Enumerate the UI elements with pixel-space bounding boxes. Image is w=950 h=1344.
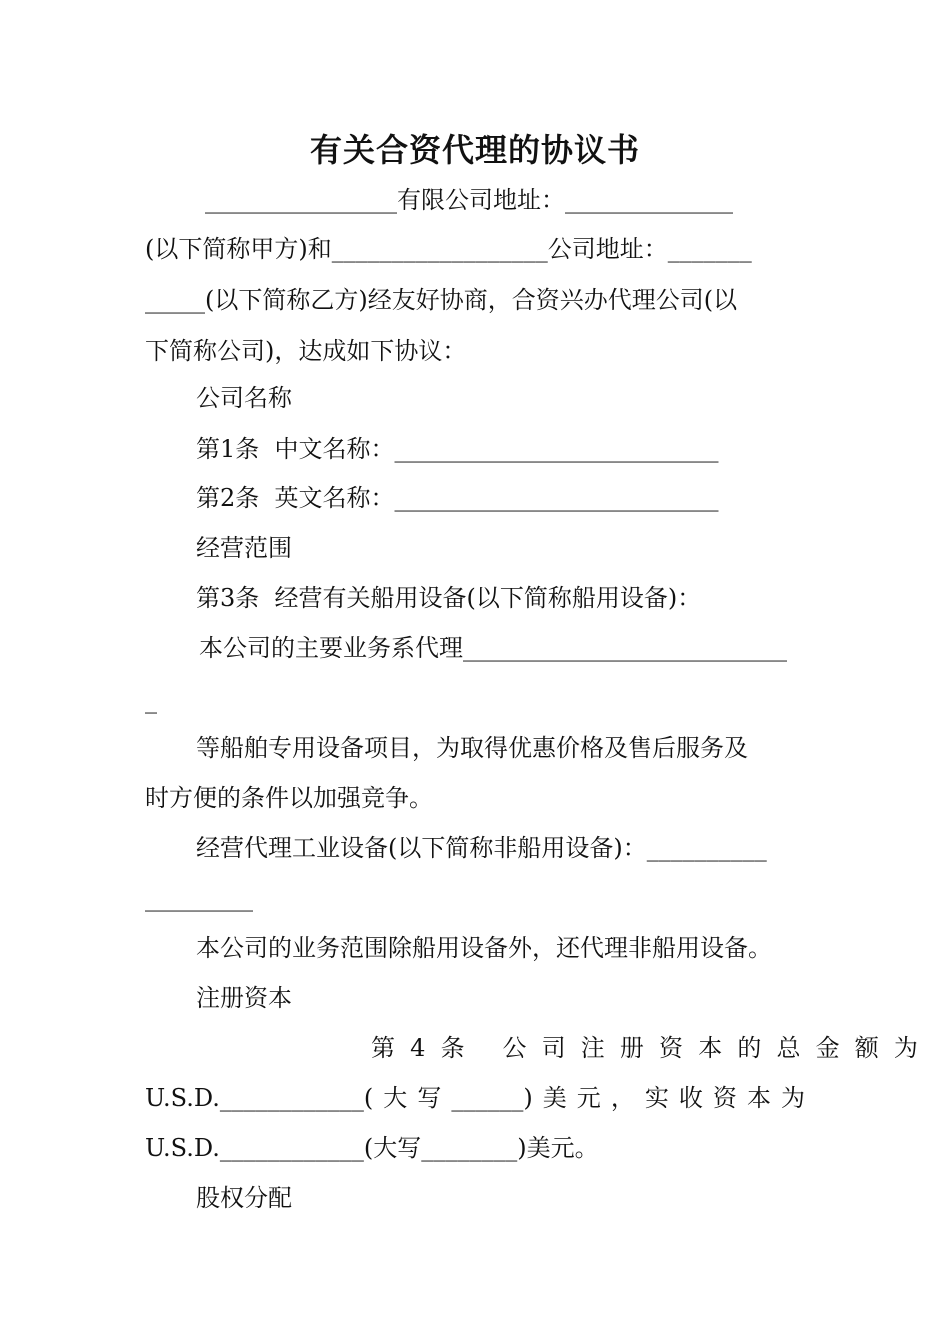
marine-equipment-line-2: 时方便的条件以加强竞争。 bbox=[145, 784, 433, 812]
article-4-word: 注 bbox=[580, 1034, 605, 1062]
article-4-word bbox=[480, 1032, 488, 1064]
article-4-word: 为 bbox=[893, 1034, 918, 1062]
section-heading-company-name: 公司名称 bbox=[196, 384, 292, 412]
article-3-line: 第3条 经营有关船用设备(以下简称船用设备)： bbox=[196, 584, 702, 612]
article-4-line-3: U.S.D.____________(大写________)美元。 bbox=[145, 1134, 599, 1162]
article-4-word: 总 bbox=[776, 1034, 801, 1062]
party-b-line: (以下简称甲方)和__________________公司地址：_______ bbox=[145, 235, 752, 263]
intro-line-3: _____(以下简称乙方)经友好协商，合资兴办代理公司(以 bbox=[145, 286, 738, 314]
article-4-word: 额 bbox=[854, 1034, 879, 1062]
article-4-word: 条 bbox=[440, 1034, 465, 1062]
article-4-word: 第 bbox=[371, 1034, 395, 1062]
article-4-word: 资 bbox=[659, 1034, 684, 1062]
section-heading-registered-capital: 注册资本 bbox=[196, 984, 292, 1012]
section-heading-equity-distribution: 股权分配 bbox=[196, 1184, 292, 1212]
main-business-line: 本公司的主要业务系代理___________________________ bbox=[199, 634, 787, 662]
industrial-equipment-continuation: _________ bbox=[145, 884, 253, 912]
article-1-line: 第1条 中文名称：___________________________ bbox=[196, 435, 719, 463]
business-scope-summary: 本公司的业务范围除船用设备外，还代理非船用设备。 bbox=[196, 934, 772, 962]
section-heading-business-scope: 经营范围 bbox=[196, 534, 292, 562]
party-a-line: ________________有限公司地址：______________ bbox=[205, 186, 733, 214]
article-4-word: 公 bbox=[502, 1034, 527, 1062]
article-4-word: 册 bbox=[619, 1034, 644, 1062]
industrial-equipment-line: 经营代理工业设备(以下简称非船用设备)：__________ bbox=[196, 834, 767, 862]
article-4-word: U.S.D.____________( bbox=[145, 1084, 374, 1112]
article-4-word: 资 bbox=[712, 1084, 737, 1112]
article-4-word: 的 bbox=[737, 1034, 762, 1062]
article-4-word: 为 bbox=[780, 1084, 805, 1112]
article-4-word: 写 bbox=[417, 1084, 442, 1112]
document-title: 有关合资代理的协议书 bbox=[309, 131, 640, 169]
article-4-word: ， bbox=[610, 1084, 635, 1112]
article-4-word: 元 bbox=[576, 1084, 601, 1112]
article-4-word: ______) bbox=[451, 1084, 533, 1112]
article-2-line: 第2条 英文名称：___________________________ bbox=[196, 484, 719, 512]
main-business-continuation: _ bbox=[145, 686, 157, 714]
article-4-word: 4 bbox=[410, 1034, 426, 1062]
article-4-word: 司 bbox=[541, 1034, 566, 1062]
article-4-word: 本 bbox=[746, 1084, 771, 1112]
article-4-word: 美 bbox=[542, 1084, 567, 1112]
article-4-word: 本 bbox=[698, 1034, 723, 1062]
article-4-word: 实 bbox=[644, 1084, 669, 1112]
marine-equipment-line-1: 等船舶专用设备项目，为取得优惠价格及售后服务及 bbox=[196, 734, 748, 762]
article-4-word: 大 bbox=[383, 1084, 408, 1112]
article-4-word: 金 bbox=[815, 1034, 840, 1062]
article-4-line-2 bbox=[145, 1082, 805, 1114]
article-4-word: 收 bbox=[678, 1084, 703, 1112]
article-4-line-1 bbox=[258, 1032, 918, 1064]
intro-line-4: 下简称公司)，达成如下协议： bbox=[145, 337, 467, 365]
